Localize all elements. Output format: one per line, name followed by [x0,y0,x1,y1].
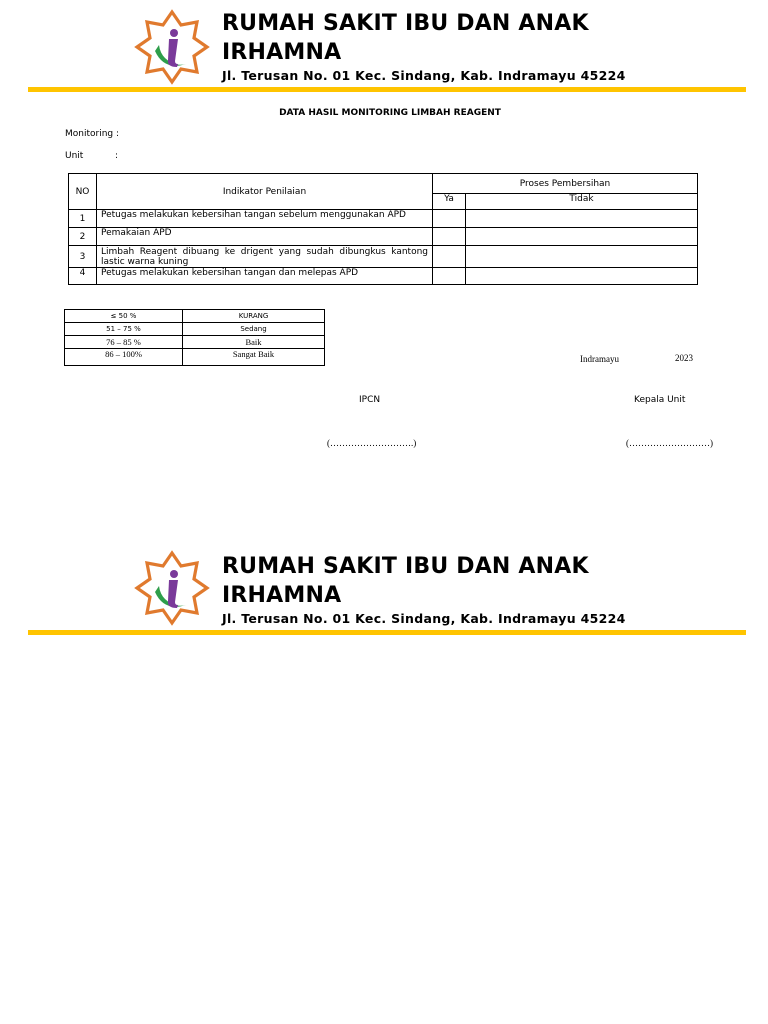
row-no-cell[interactable] [466,228,698,246]
hospital-name-line2: IRHAMNA [222,40,342,65]
row-yes-cell[interactable] [433,268,466,285]
hospital-name [222,9,642,67]
header-rule [28,87,746,92]
unit-colon: : [115,151,119,161]
scale-row [65,323,325,336]
document-title: DATA HASIL MONITORING LIMBAH REAGENT [279,108,501,118]
row-number: 1 [69,210,97,228]
scale-row [65,336,325,349]
hospital-logo [134,9,210,85]
row-yes-cell[interactable] [433,228,466,246]
hospital-address: Jl. Terusan No. 01 Kec. Sindang, Kab. Indramayu 45224 [222,611,626,626]
row-indicator: Petugas melakukan kebersihan tangan sebelum menggunakan APD [97,210,433,228]
row-no-cell[interactable] [466,210,698,228]
unit-head-label: Kepala Unit [634,395,686,405]
hospital-name [222,552,642,610]
scale-label: Baik [183,336,325,349]
scale-row [65,349,325,366]
header-indicator: Indikator Penilaian [97,174,433,210]
scale-range: 86 – 100% [65,349,183,366]
header-yes: Ya [433,194,466,210]
table-row [69,246,698,268]
ipcn-signature-blank: (……………………….) [327,438,417,448]
row-yes-cell[interactable] [433,210,466,228]
monitoring-table [68,173,698,285]
unit-label: Unit [65,151,84,161]
row-indicator: Petugas melakukan kebersihan tangan dan melepas APD [97,268,433,285]
hospital-address: Jl. Terusan No. 01 Kec. Sindang, Kab. Indramayu 45224 [222,68,626,83]
row-number: 4 [69,268,97,285]
header-no-answer: Tidak [466,194,698,210]
scale-range: ≤ 50 % [65,310,183,323]
table-row [69,210,698,228]
row-no-cell[interactable] [466,268,698,285]
row-indicator: Limbah Reagent dibuang ke drigent yang sudah dibungkus kantong lastic warna kuning [97,246,433,268]
scale-label: KURANG [183,310,325,323]
unit-head-signature-blank: (………………………) [626,438,713,448]
header-rule [28,630,746,635]
row-yes-cell[interactable] [433,246,466,268]
scale-range: 76 – 85 % [65,336,183,349]
hospital-name-line1: RUMAH SAKIT IBU DAN ANAK [222,554,589,579]
table-row [69,228,698,246]
scale-label: Sangat Baik [183,349,325,366]
row-number: 2 [69,228,97,246]
scale-row [65,310,325,323]
header-process: Proses Pembersihan [433,174,698,194]
hospital-logo [134,550,210,626]
scale-label: Sedang [183,323,325,336]
signature-place: Indramayu [580,354,619,364]
row-indicator: Pemakaian APD [97,228,433,246]
monitoring-label: Monitoring : [65,129,120,139]
table-row [69,268,698,285]
row-number: 3 [69,246,97,268]
scale-range: 51 – 75 % [65,323,183,336]
hospital-name-line1: RUMAH SAKIT IBU DAN ANAK [222,11,589,36]
ipcn-label: IPCN [359,395,381,405]
row-no-cell[interactable] [466,246,698,268]
hospital-name-line2: IRHAMNA [222,583,342,608]
score-scale-table [64,309,325,366]
signature-year: 2023 [675,353,693,363]
header-no: NO [69,174,97,210]
